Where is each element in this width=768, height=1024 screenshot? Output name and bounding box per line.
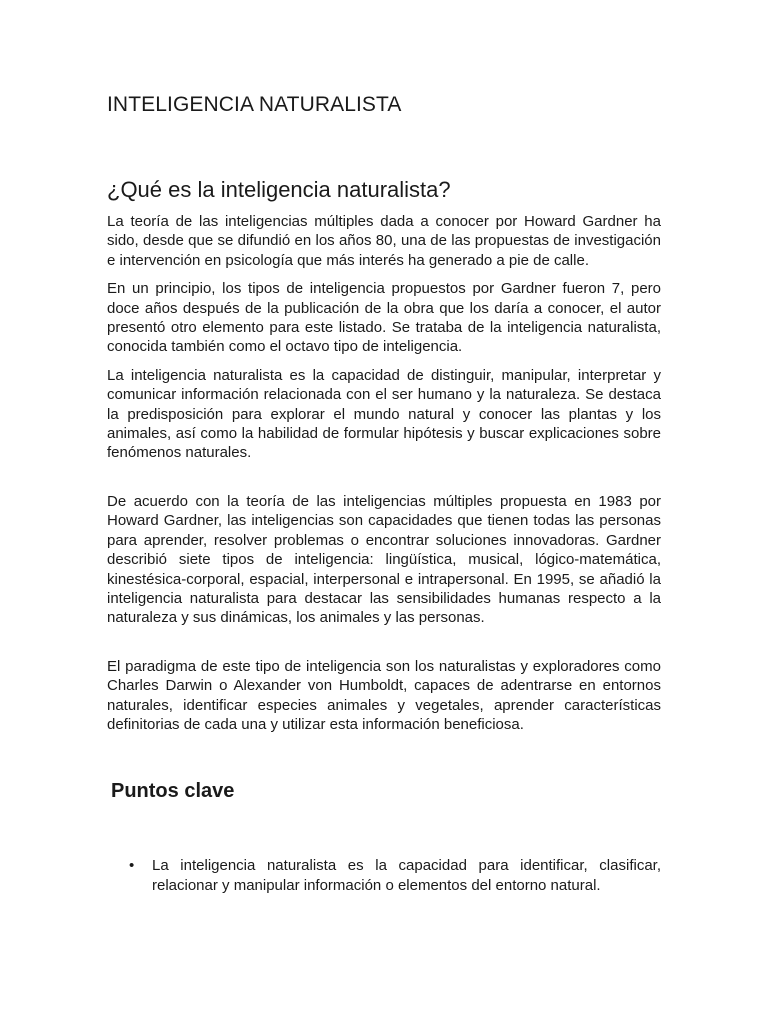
key-point-text: La inteligencia naturalista es la capacidad para identificar, clasificar, relacionar y manipular información o elementos del entorno natural. [152,857,661,894]
paragraph-origin: En un principio, los tipos de inteligencia propuestos por Gardner fueron 7, pero doce años después de la publicación de la obra que los daría a conocer, el autor presentó otro elemento para este listado. Se trataba de la inteligencia naturalista, conocida también como el octavo tipo de inteligencia. [107,280,661,356]
key-points-list [107,856,661,895]
bullet-icon: • [129,857,135,875]
key-point-item [107,856,661,895]
paragraph-definition: La inteligencia naturalista es la capacidad de distinguir, manipular, interpretar y comunicar información relacionada con el ser humano y la naturaleza. Se destaca la predisposición para explorar el mundo natural y conocer las plantas y los animales, así como la habilidad de formular hipótesis y buscar explicaciones sobre fenómenos naturales. [107,366,661,462]
paragraph-paradigm: El paradigma de este tipo de inteligencia son los naturalistas y exploradores como Charles Darwin o Alexander von Humboldt, capaces de adentrarse en entornos naturales, identificar especies animales y vegetales, aprender características definitorias de cada una y utilizar esta información beneficiosa. [107,657,661,733]
section-heading: ¿Qué es la inteligencia naturalista? [107,177,451,202]
paragraph-theory: De acuerdo con la teoría de las inteligencias múltiples propuesta en 1983 por Howard Gardner, las inteligencias son capacidades que tienen todas las personas para aprender, resolver problemas o encontrar soluciones innovadoras. Gardner describió siete tipos de inteligencia: lingüística, musical, lógico-matemática, kinestésica-corporal, espacial, interpersonal e intrapersonal. En 1995, se añadió la inteligencia naturalista para destacar las sensibilidades humanas respecto a la naturaleza y sus dinámicas, los animales y las personas. [107,492,661,627]
document-title: INTELIGENCIA NATURALISTA [107,93,402,116]
paragraph-intro: La teoría de las inteligencias múltiples dada a conocer por Howard Gardner ha sido, desde que se difundió en los años 80, una de las propuestas de investigación e intervención en psicología que más interés ha generado a pie de calle. [107,213,661,269]
key-points-heading: Puntos clave [111,780,235,803]
document-content [107,92,661,895]
